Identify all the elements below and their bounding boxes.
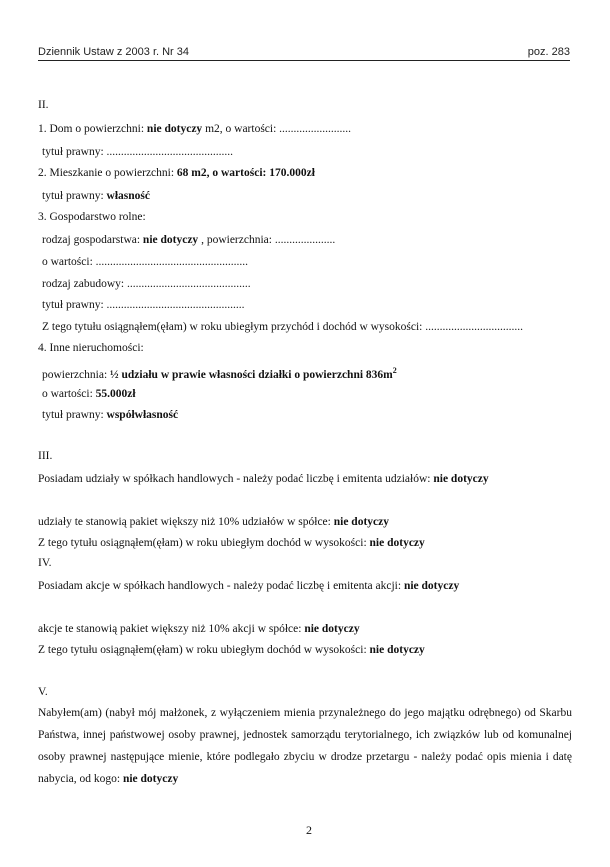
stocks-income-value: nie dotyczy [369,644,425,656]
farm-type-value: nie dotyczy [142,234,199,246]
flat-title-prefix: tytuł prawny: [42,190,107,202]
shares-packet-prefix: udziały te stanowią pakiet większy niż 10% udziałów w spółce: [38,516,334,528]
house-prefix: 1. Dom o powierzchni: [38,123,147,135]
stocks-prefix: Posiadam akcje w spółkach handlowych - należy podać liczbę i emitenta akcji: [38,580,404,592]
house-suffix: m2, o wartości: ......................... [202,123,352,135]
farm-title-line: tytuł prawny: ................................................ [42,299,245,311]
other-title-value: współwłasność [106,409,179,421]
flat-title-value: własność [106,190,150,202]
farm-income-line: Z tego tytułu osiągnąłem(ęłam) w roku ubiegłym przychód i dochód w wysokości: .................................. [42,321,524,333]
shares-income-line [38,536,425,550]
page-number: 2 [306,823,312,837]
other-value-line [42,387,136,401]
other-area-sup: 2 [392,366,397,375]
journal-title: Dziennik Ustaw z 2003 r. Nr 34 [38,46,190,58]
stocks-income-prefix: Z tego tytułu osiągnąłem(ęłam) w roku ubiegłym dochód w wysokości: [38,644,370,656]
other-area-value: ½ udziału w prawie własności działki o powierzchni 836m [110,368,393,381]
stocks-packet-prefix: akcje te stanowią pakiet większy niż 10% akcji w spółce: [38,623,305,635]
stocks-income-line [38,643,425,657]
position-number: poz. 283 [527,46,570,58]
section-5-text: Nabyłem(am) (nabył mój małżonek, z wyłączeniem mienia przynależnego do jego majątku odrębnego) od Skarbu Państwa, innej państwowej osoby prawnej, jednostek samorządu terytorialnego, ich związków lub od komunalnej osoby prawnej następujące mienie, które podlegało zbyciu w drodze przetargu - należy podać opis mienia i datę nabycia, od kogo: [38,707,572,785]
flat-title-line [42,189,150,203]
shares-packet-line [38,515,389,529]
section-5-value: nie dotyczy [122,773,179,785]
stocks-line [38,579,459,593]
other-title-line [42,408,178,422]
flat-value: 68 m2, o wartości: 170.000zł [176,167,315,179]
other-area-prefix: powierzchnia: [42,368,111,381]
farm-type-suffix: , powierzchnia: ..................... [198,234,336,246]
stocks-packet-value: nie dotyczy [304,623,360,635]
farm-type-line [42,233,335,247]
other-value-value: 55.000zł [95,388,136,400]
shares-line [38,472,489,486]
stocks-packet-line [38,622,360,636]
house-title-line: tytuł prawny: ............................................ [42,146,234,158]
shares-packet-value: nie dotyczy [333,516,389,528]
house-line [38,122,351,136]
farm-building-line: rodzaj zabudowy: ........................................... [42,278,251,290]
flat-line [38,166,315,180]
section-2-heading: II. [38,99,49,111]
farm-value-line: o wartości: ..................................................... [42,256,249,268]
section-5-heading: V. [38,686,48,698]
other-area-line [42,364,397,382]
section-5-paragraph [38,702,572,790]
section-3-heading: III. [38,450,53,462]
shares-value: nie dotyczy [433,473,489,485]
other-value-prefix: o wartości: [42,388,96,400]
shares-income-prefix: Z tego tytułu osiągnąłem(ęłam) w roku ubiegłym dochód w wysokości: [38,537,370,549]
flat-prefix: 2. Mieszkanie o powierzchni: [38,167,177,179]
shares-prefix: Posiadam udziały w spółkach handlowych - należy podać liczbę i emitenta udziałów: [38,473,434,485]
farm-type-prefix: rodzaj gospodarstwa: [42,234,143,246]
other-label: 4. Inne nieruchomości: [38,342,144,354]
house-value: nie dotyczy [146,123,203,135]
shares-income-value: nie dotyczy [369,537,425,549]
other-title-prefix: tytuł prawny: [42,409,107,421]
farm-label: 3. Gospodarstwo rolne: [38,211,146,223]
header-rule [38,60,570,61]
section-4-heading: IV. [38,557,52,569]
stocks-value: nie dotyczy [403,580,460,592]
